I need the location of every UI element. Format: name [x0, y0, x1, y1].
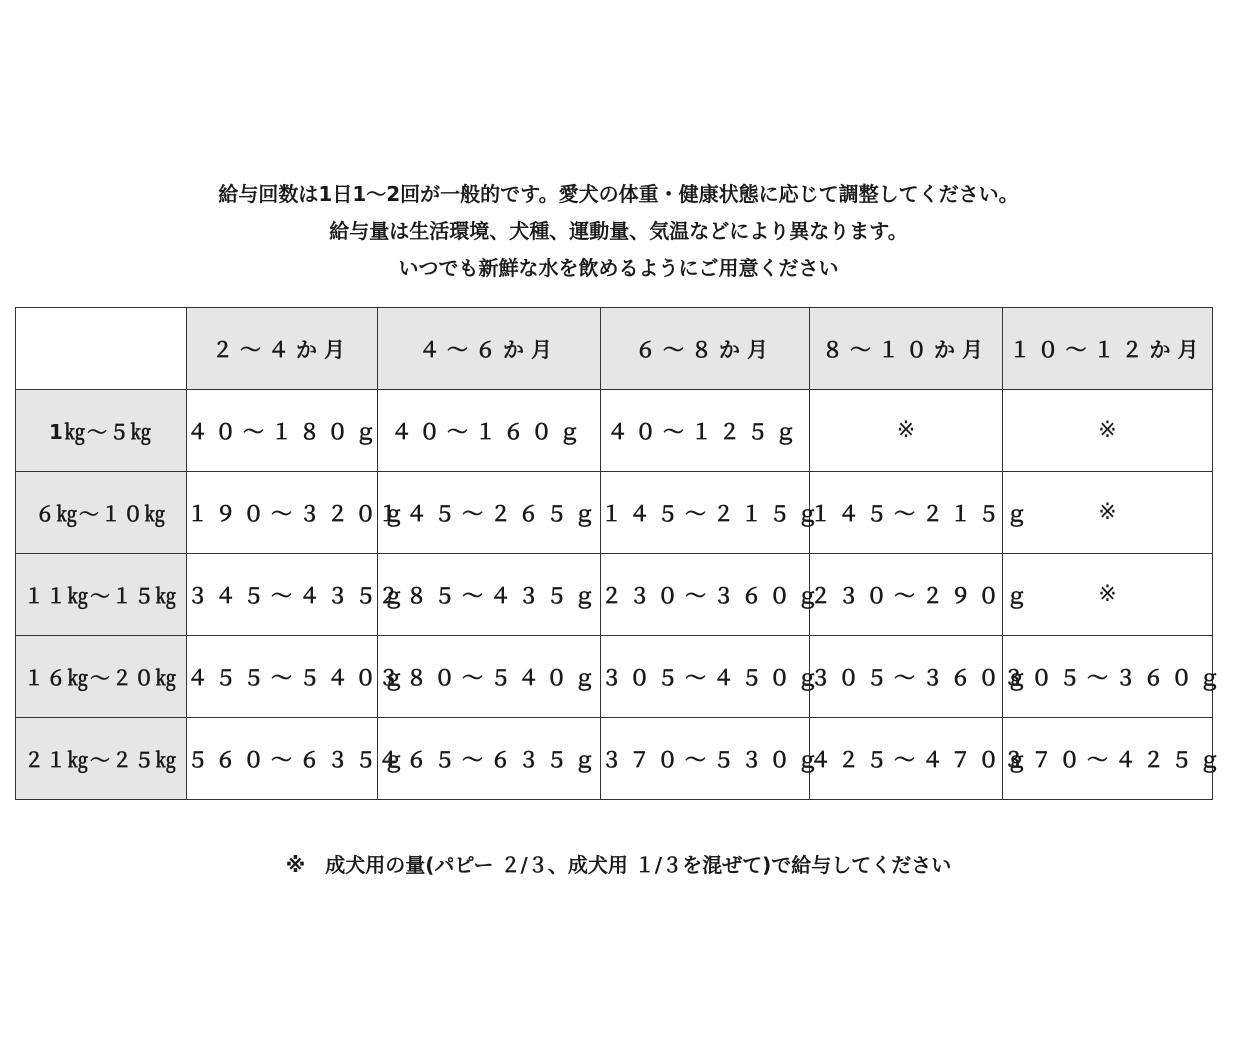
feeding-amount-cell: ４０〜１２５ｇ: [601, 390, 810, 472]
feeding-amount-cell: ３８０〜５４０ｇ: [378, 636, 601, 718]
column-header: ６〜８か月: [601, 308, 810, 390]
adult-mix-mark: ※: [1003, 390, 1213, 472]
intro-line-1: 給与回数は1日1〜2回が一般的です。愛犬の体重・健康状態に応じて調整してください。: [218, 182, 1019, 206]
column-header: １０〜１２か月: [1003, 308, 1213, 390]
feeding-amount-cell: １４５〜２６５ｇ: [378, 472, 601, 554]
feeding-amount-cell: ２３０〜２９０ｇ: [810, 554, 1003, 636]
weight-range-label: ２１㎏〜２５㎏: [16, 718, 187, 800]
feeding-amount-cell: ３０５〜３６０ｇ: [1003, 636, 1213, 718]
feeding-amount-cell: ２８５〜４３５ｇ: [378, 554, 601, 636]
feeding-amount-cell: ４２５〜４７０ｇ: [810, 718, 1003, 800]
table-row: [16, 636, 1213, 718]
feeding-amount-cell: １４５〜２１５ｇ: [810, 472, 1003, 554]
corner-cell: [16, 308, 187, 390]
feeding-amount-cell: １４５〜２１５ｇ: [601, 472, 810, 554]
feeding-amount-cell: ３０５〜３６０ｇ: [810, 636, 1003, 718]
feeding-amount-table: [15, 307, 1227, 800]
feeding-amount-cell: ２３０〜３６０ｇ: [601, 554, 810, 636]
feeding-amount-cell: ４０〜１８０ｇ: [187, 390, 378, 472]
weight-range-label: １６㎏〜２０㎏: [16, 636, 187, 718]
weight-range-label: １１㎏〜１５㎏: [16, 554, 187, 636]
feeding-amount-cell: ３４５〜４３５ｇ: [187, 554, 378, 636]
intro-line-3: いつでも新鮮な水を飲めるようにご用意ください: [398, 256, 839, 280]
column-header: ４〜６か月: [378, 308, 601, 390]
table-row: [16, 554, 1213, 636]
intro-line-2: 給与量は生活環境、犬種、運動量、気温などにより異なります。: [329, 219, 908, 243]
weight-range-label: 1㎏〜５㎏: [16, 390, 187, 472]
header-row: [16, 308, 1213, 390]
table-row: [16, 472, 1213, 554]
feeding-amount-cell: １９０〜３２０ｇ: [187, 472, 378, 554]
adult-mix-mark: ※: [810, 390, 1003, 472]
feeding-amount-cell: ３７０〜４２５ｇ: [1003, 718, 1213, 800]
weight-range-label: ６㎏〜１０㎏: [16, 472, 187, 554]
column-header: ８〜１０か月: [810, 308, 1003, 390]
feeding-amount-cell: ３７０〜５３０ｇ: [601, 718, 810, 800]
footnote: ※ 成犬用の量(パピー ２/３、成犬用 １/３を混ぜて)で給与してください: [285, 853, 952, 877]
feeding-amount-cell: ３０５〜４５０ｇ: [601, 636, 810, 718]
feeding-amount-cell: ５６０〜６３５ｇ: [187, 718, 378, 800]
intro-text: [0, 176, 1237, 287]
table-row: [16, 390, 1213, 472]
column-header: ２〜４か月: [187, 308, 378, 390]
feeding-amount-cell: ４６５〜６３５ｇ: [378, 718, 601, 800]
table-row: [16, 718, 1213, 800]
adult-mix-mark: ※: [1003, 554, 1213, 636]
feeding-amount-cell: ４０〜１６０ｇ: [378, 390, 601, 472]
feeding-amount-cell: ４５５〜５４０ｇ: [187, 636, 378, 718]
adult-mix-mark: ※: [1003, 472, 1213, 554]
